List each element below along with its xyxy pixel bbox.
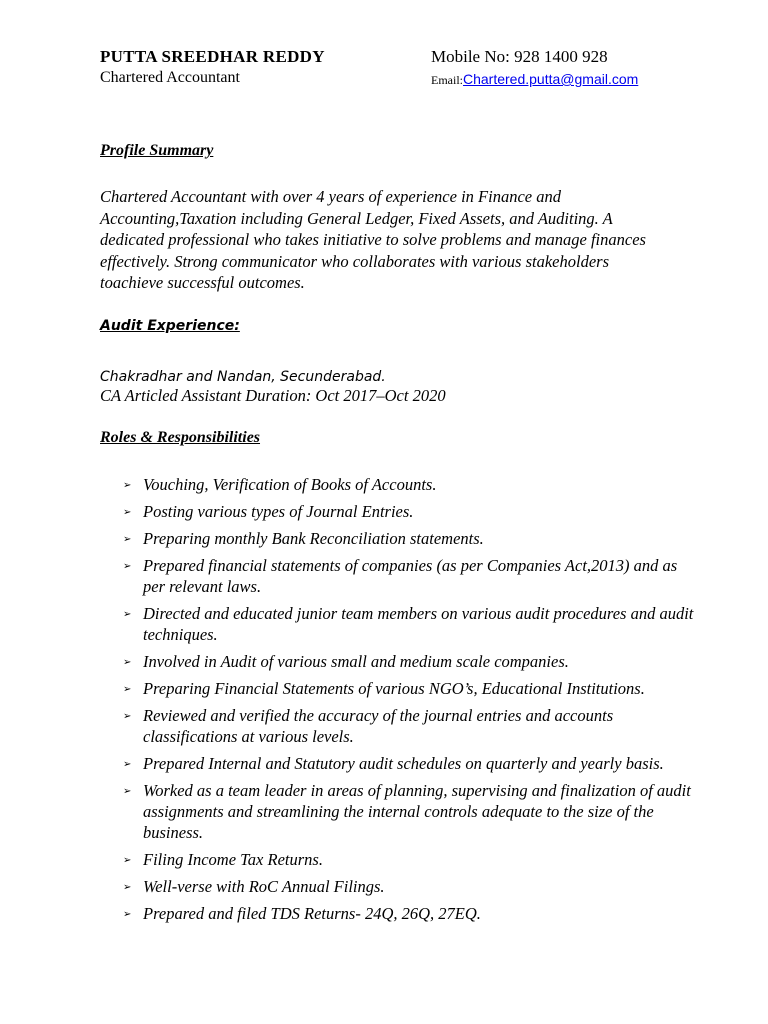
list-item bbox=[120, 651, 700, 672]
arrowhead-bullet-icon: ➢ bbox=[123, 855, 132, 866]
list-item-text: Vouching, Verification of Books of Accounts. bbox=[143, 475, 437, 494]
roles-list bbox=[120, 474, 700, 930]
arrowhead-bullet-icon: ➢ bbox=[123, 711, 132, 722]
profile-summary-text: Chartered Accountant with over 4 years of experience in Finance and Accounting,Taxation including General Ledger, Fixed Assets, and Auditing. A dedicated professional who takes initiative to solve problems and manage finances effectively. Strong communicator who collaborates with various stakeholders toachieve successful outcomes. bbox=[100, 187, 646, 293]
list-item-text: Filing Income Tax Returns. bbox=[143, 850, 323, 869]
list-item-text: Prepared Internal and Statutory audit schedules on quarterly and yearly basis. bbox=[143, 754, 664, 773]
list-item-text: Reviewed and verified the accuracy of the journal entries and accounts classifications at various levels. bbox=[143, 706, 614, 746]
list-item-text: Directed and educated junior team members on various audit procedures and audit techniques. bbox=[143, 604, 694, 644]
list-item bbox=[120, 753, 700, 774]
list-item bbox=[120, 876, 700, 897]
list-item-text: Prepared and filed TDS Returns- 24Q, 26Q, 27EQ. bbox=[143, 904, 481, 923]
arrowhead-bullet-icon: ➢ bbox=[123, 759, 132, 770]
header-left bbox=[100, 46, 325, 88]
audit-experience-heading: Audit Experience: bbox=[100, 318, 240, 334]
profile-summary-heading: Profile Summary bbox=[100, 142, 214, 159]
arrowhead-bullet-icon: ➢ bbox=[123, 909, 132, 920]
list-item bbox=[120, 678, 700, 699]
header-contact bbox=[431, 46, 638, 91]
email-line bbox=[431, 68, 638, 91]
list-item bbox=[120, 903, 700, 924]
list-item bbox=[120, 849, 700, 870]
list-item bbox=[120, 705, 700, 747]
arrowhead-bullet-icon: ➢ bbox=[123, 507, 132, 518]
list-item bbox=[120, 555, 700, 597]
list-item bbox=[120, 501, 700, 522]
list-item-text: Posting various types of Journal Entries. bbox=[143, 502, 414, 521]
arrowhead-bullet-icon: ➢ bbox=[123, 609, 132, 620]
list-item bbox=[120, 780, 700, 843]
arrowhead-bullet-icon: ➢ bbox=[123, 657, 132, 668]
mobile-number: Mobile No: 928 1400 928 bbox=[431, 47, 608, 66]
arrowhead-bullet-icon: ➢ bbox=[123, 480, 132, 491]
articleship-duration: CA Articled Assistant Duration: Oct 2017–Oct 2020 bbox=[100, 386, 446, 405]
candidate-title: Chartered Accountant bbox=[100, 69, 240, 86]
list-item bbox=[120, 474, 700, 495]
email-link[interactable]: Chartered.putta@gmail.com bbox=[463, 71, 639, 87]
list-item bbox=[120, 603, 700, 645]
list-item-text: Worked as a team leader in areas of planning, supervising and finalization of audit assignments and streamlining the internal controls adequate to the size of the business. bbox=[143, 781, 691, 842]
email-label: Email: bbox=[431, 73, 463, 87]
arrowhead-bullet-icon: ➢ bbox=[123, 786, 132, 797]
list-item-text: Prepared financial statements of companies (as per Companies Act,2013) and as per relevant laws. bbox=[143, 556, 678, 596]
list-item bbox=[120, 528, 700, 549]
arrowhead-bullet-icon: ➢ bbox=[123, 882, 132, 893]
list-item-text: Involved in Audit of various small and medium scale companies. bbox=[143, 652, 569, 671]
list-item-text: Preparing Financial Statements of various NGO’s, Educational Institutions. bbox=[143, 679, 645, 698]
arrowhead-bullet-icon: ➢ bbox=[123, 534, 132, 545]
list-item-text: Preparing monthly Bank Reconciliation statements. bbox=[143, 529, 484, 548]
arrowhead-bullet-icon: ➢ bbox=[123, 684, 132, 695]
arrowhead-bullet-icon: ➢ bbox=[123, 561, 132, 572]
candidate-name: PUTTA SREEDHAR REDDY bbox=[100, 47, 325, 66]
list-item-text: Well-verse with RoC Annual Filings. bbox=[143, 877, 385, 896]
roles-heading: Roles & Responsibilities bbox=[100, 429, 261, 446]
firm-name: Chakradhar and Nandan, Secunderabad. bbox=[100, 369, 386, 385]
